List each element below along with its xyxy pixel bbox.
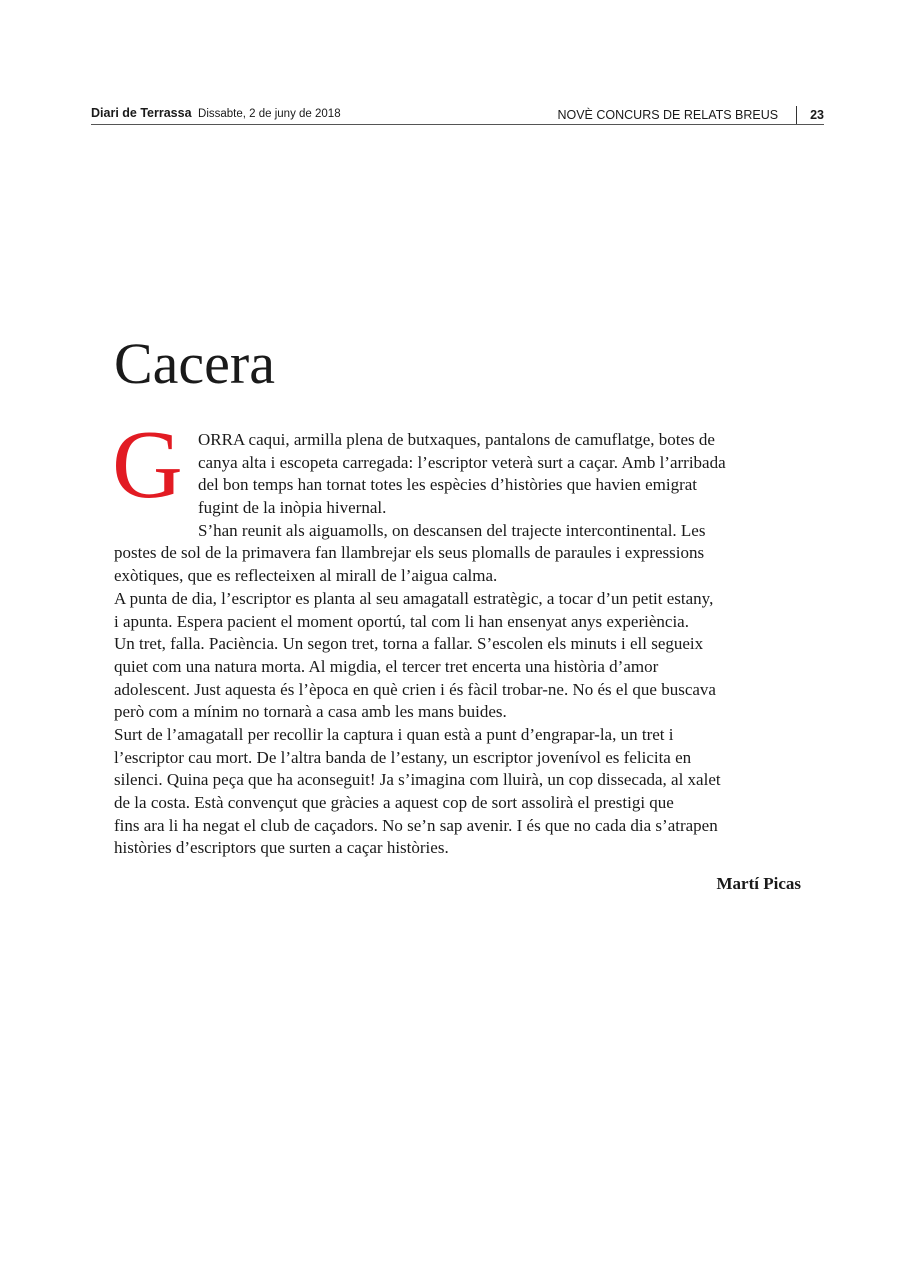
body-line: però com a mínim no tornarà a casa amb les mans buides. [114,702,507,722]
body-line: silenci. Quina peça que ha aconseguit! Ja s’imagina com lluirà, un cop dissecada, al xalet [114,770,721,790]
body-line: històries d’escriptors que surten a caçar històries. [114,838,449,858]
newspaper-name: Diari de Terrassa [91,106,192,120]
section-title: NOVÈ CONCURS DE RELATS BREUS [557,108,779,122]
body-line: ORRA caqui, armilla plena de butxaques, pantalons de camuflatge, botes de [198,430,715,449]
article-body [114,429,804,860]
page-number: 23 [810,108,824,122]
article-title: Cacera [114,331,275,396]
body-line: S’han reunit als aiguamolls, on descansen del trajecte intercontinental. Les [198,520,706,540]
body-line: i apunta. Espera pacient el moment oportú, tal com li han ensenyat anys experiència. [114,611,689,631]
article-author: Martí Picas [716,874,801,893]
issue-date: Dissabte, 2 de juny de 2018 [198,108,341,120]
header-right [557,106,824,124]
body-line: exòtiques, que es reflecteixen al mirall de l’aigua calma. [114,566,498,586]
header-divider [796,106,797,124]
body-line: del bon temps han tornat totes les espècies d’històries que havien emigrat [198,475,698,495]
body-line: fugint de la inòpia hivernal. [198,498,387,518]
body-line: canya alta i escopeta carregada: l’escriptor veterà surt a caçar. Amb l’arribada [198,452,726,472]
page-header [91,104,824,125]
body-line: Un tret, falla. Paciència. Un segon tret, torna a fallar. S’escolen els minuts i ell segueix [114,634,704,654]
body-line: Surt de l’amagatall per recollir la captura i quan està a punt d’engrapar-la, un tret i [114,724,674,744]
body-line: adolescent. Just aquesta és l’època en què crien i és fàcil trobar-ne. No és el que buscava [114,679,716,699]
body-line: de la costa. Està convençut que gràcies a aquest cop de sort assolirà el prestigi que [114,793,674,812]
body-line: quiet com una natura morta. Al migdia, el tercer tret encerta una història d’amor [114,656,659,676]
body-line: l’escriptor cau mort. De l’altra banda de l’estany, un escriptor jovenívol es felicita en [114,747,692,767]
body-line: fins ara li ha negat el club de caçadors. No se’n sap avenir. I és que no cada dia s’atrapen [114,815,718,835]
header-left [91,106,341,120]
body-line: A punta de dia, l’escriptor es planta al seu amagatall estratègic, a tocar d’un petit estany, [114,588,714,608]
drop-cap: G [112,411,183,519]
body-line: postes de sol de la primavera fan llambrejar els seus plomalls de paraules i expressions [114,543,705,563]
